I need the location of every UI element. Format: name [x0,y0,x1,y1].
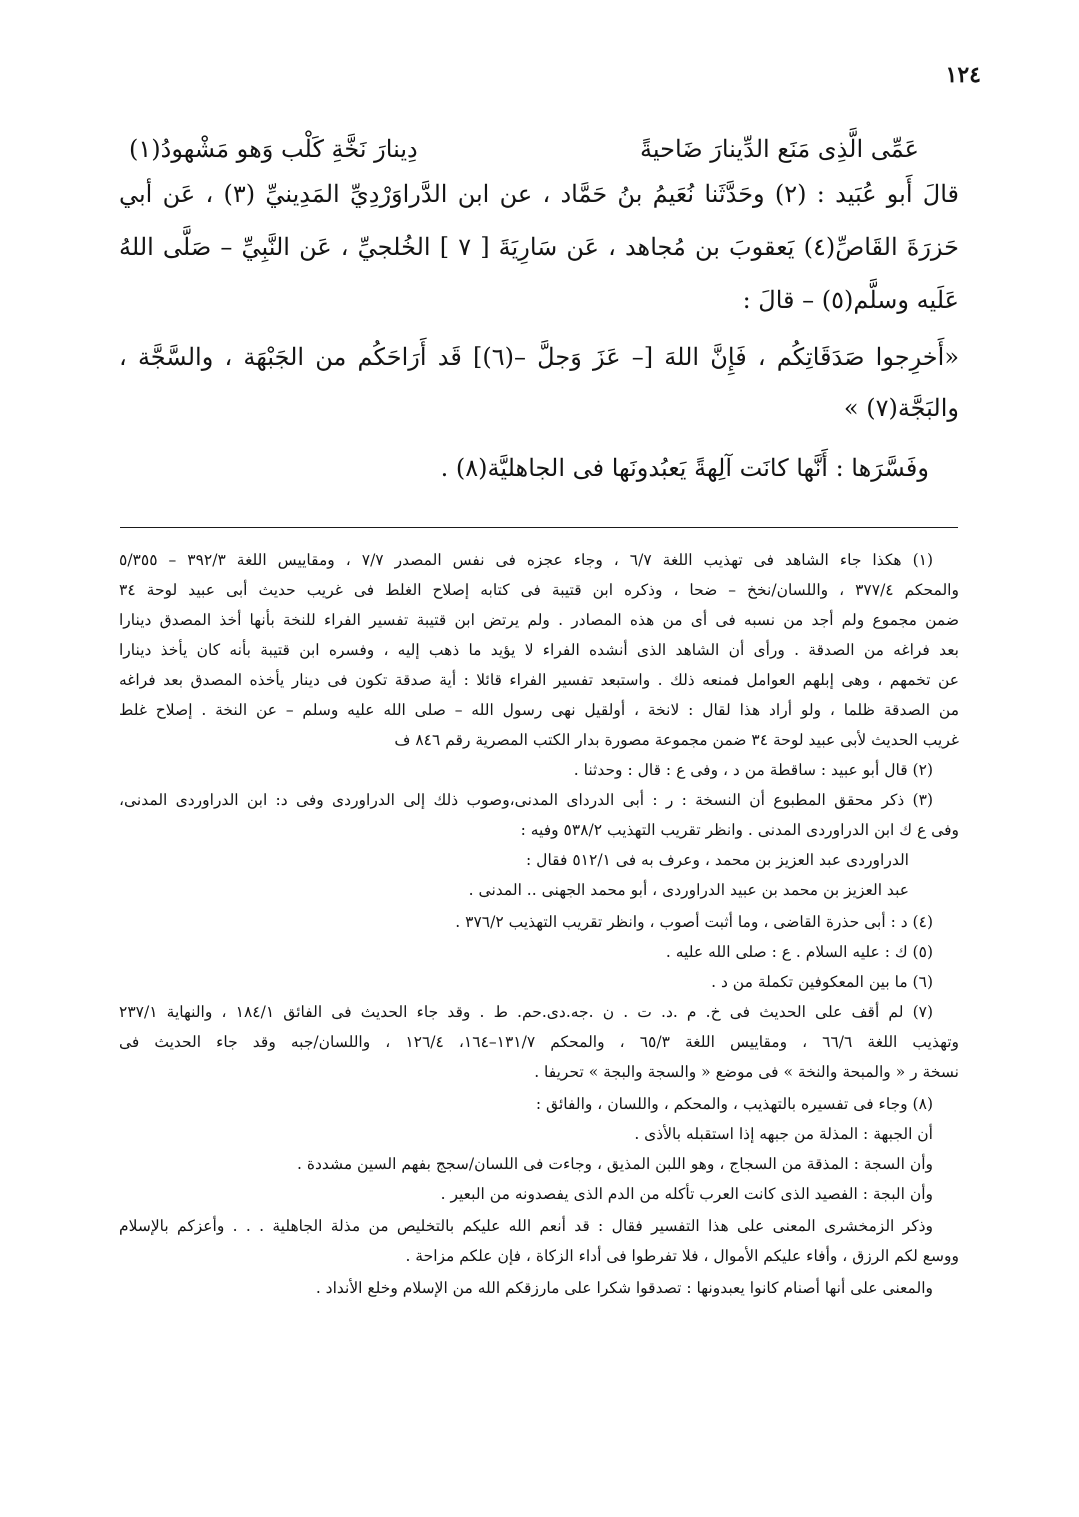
main-text-line: عَلَيه وسلَّم(٥) – قالَ : [742,286,959,314]
footnote-line: (٣) ذكر محقق المطبوع أن النسخة : ر : أبى الدردای المدنی،وصوب ذلك إلى الدراوردى وفى د: ابن الدراوردى المدنى، [119,791,933,809]
footnote-line: وأن السجة : المذقة من السجاج ، وهو اللبن المذيق ، وجاءت فى اللسان/سجج بفهم السين مشددة . [296,1155,933,1173]
footnote-line: الدراوردى عبد العزيز بن محمد ، وعرف به فى ٥١٢/١ فقال : [526,851,909,869]
footnote-line: ووسع لكم الرزق ، وأفاء عليكم الأموال ، فلا تفرطوا فى أداء الزكاة ، فإن علكم مزاحة . [405,1247,959,1265]
explanation-line: وفَسَّرَها : أَنَّها كانَت آلِهةً يَعبُدونَها فى الجاهليَّة(٨) . [440,454,929,482]
footnote-line: نسخة ر « والمبحة والنخة » فى موضع « والسجة والبجة » تحريفا . [534,1063,959,1081]
footnote-line: غريب الحديث لأبى عبيد لوحة ٣٤ ضمن مجموعة مصورة بدار الكتب المصرية رقم ٨٤٦ ف [394,731,959,749]
footnote-line: والمعنى على أنها أصنام كانوا يعبدونها : تصدقوا شكرا على مارزقكم الله من الإسلام وخلع الأنداد . [315,1279,933,1297]
footnote-line: والمحكم ٣٧٧/٤ ، واللسان/نخخ – ضحا ، وذكره ابن قتيبة فى كتابه إصلاح الغلط فى غريب حديث أبى عبيد لوحة ٣٤ [119,581,959,599]
main-text-line: قالَ أَبو عُبَيد : (٢) وحَدَّثَنا نُعَيمُ بنُ حَمَّاد ، عن ابن الدَّراوَرْدِيِّ المَدِينيِّ (٣) ، عَن أبي [119,180,959,208]
hadith-text-line: والبَجَّة(٧) » [843,394,959,422]
page-number: ١٢٤ [945,62,981,88]
footnote-line: من الصدقة ظلما ، ولو أراد هذا لقال : لانخة ، أولقيل نهى رسول الله – صلى الله عليه وسلم – عن النخة . إصلاح غلط [119,701,959,719]
footnote-line: (٥) ك : عليه السلام . ع : صلى الله عليه . [665,943,933,961]
footnote-line: (٧) لم أقف على الحديث فى خ. م .د. ت . ن .جه.دى.حم. ط . وقد جاء الحديث فى الفائق ١٨٤/١ ، والنهاية ٢٣٧/١ [119,1003,934,1021]
footnote-line: ضمن مجموع ولم أجد من نسبه فى أى من هذه المصادر . ولم يرتض ابن قتيبة تفسير الفراء للنخة بأنها أخذ المصدق دينارا [119,611,959,629]
main-text-line: حَزرَةَ القَاصِّ(٤) يَعقوبَ بن مُجاهد ، عَن سَارِيَةَ [ ٧ ] الخُلجيِّ ، عَن النَّبِيِّ – صَلَّى اللهُ [119,233,960,261]
footnote-divider [120,527,958,528]
footnote-line: وتهذيب اللغة ٦٦/٦ ، ومقاييس اللغة ٦٥/٣ ، والمحكم ١٣١/٧–١٦٤، ١٢٦/٤ ، واللسان/جبه وقد جاء الحديث فى [119,1033,960,1051]
footnote-line: وذكر الزمخشرى المعنى على هذا التفسير فقال : قد أنعم الله عليكم بالتخليص من مذلة الجاهلية . . . وأعزكم بالإسلام [119,1217,933,1235]
footnote-line: (٨) وجاء فى تفسيره بالتهذيب ، والمحكم ، واللسان ، والفائق : [535,1095,933,1113]
footnote-line: وأن البجة : الفصيد الذى كانت العرب تأكله من الدم الذى يفصدونه من البعير . [440,1185,933,1203]
footnote-line: عبد العزيز بن محمد بن عبيد الدراوردى ، أبو محمد الجهنى .. المدنى . [468,881,909,899]
verse-first-hemistich: عَمِّى الَّذِى مَنَع الدِّينارَ ضَاحيةً [640,135,919,163]
footnote-line: بعد فراغه من الصدقة . ورأى أن الشاهد الذى أنشده الفراء لا يؤيد ما ذهب إليه ، وفسره ابن قتيبة بأنه كان يأخذ دينارا [119,641,959,659]
footnote-line: أن الجبهة : المذلة من جبهه إذا استقبله بالأذى . [634,1125,933,1143]
footnote-line: وفى ع ك ابن الدراوردى المدنى . وانظر تقريب التهذيب ٥٣٨/٢ وفيه : [520,821,959,839]
footnote-line: (٢) قال أبو عبيد : ساقطة من د ، وفى ع : قال : وحدثنا . [573,761,933,779]
footnote-line: (٦) ما بين المعكوفين تكملة من د . [711,973,933,991]
footnote-line: عن تخمهم ، وهى إبلهم العوامل فمنعه ذلك . واستبعد تفسير الفراء قائلا : أية صدقة تكون فى دينار يأخذه المصدق بعد فراغه [119,671,959,689]
footnote-line: (١) هكذا جاء الشاهد فى تهذيب اللغة ٦/٧ ، وجاء عجزه فى نفس المصدر ٧/٧ ، ومقاييس اللغة ٣٩٢/٣ – ٥/٣٥٥ [119,551,934,569]
hadith-text-line: «أَخرِجوا صَدَقَاتِكُم ، فَإِنَّ اللهَ [– عَزَ وَجلَّ –(٦)] قَد أَرَاحَكُم من الجَبْهَة ، والسَّجَّة ، [119,343,959,371]
footnote-line: (٤) د : أبى حذرة القاضى ، وما أثبت أصوب ، وانظر تقريب التهذيب ٣٧٦/٢ . [455,913,933,931]
verse-second-hemistich: دِينارَ نَخَّةِ كَلْب وَهو مَشْهودُ(١) [129,135,418,163]
poetry-verse [129,125,919,173]
